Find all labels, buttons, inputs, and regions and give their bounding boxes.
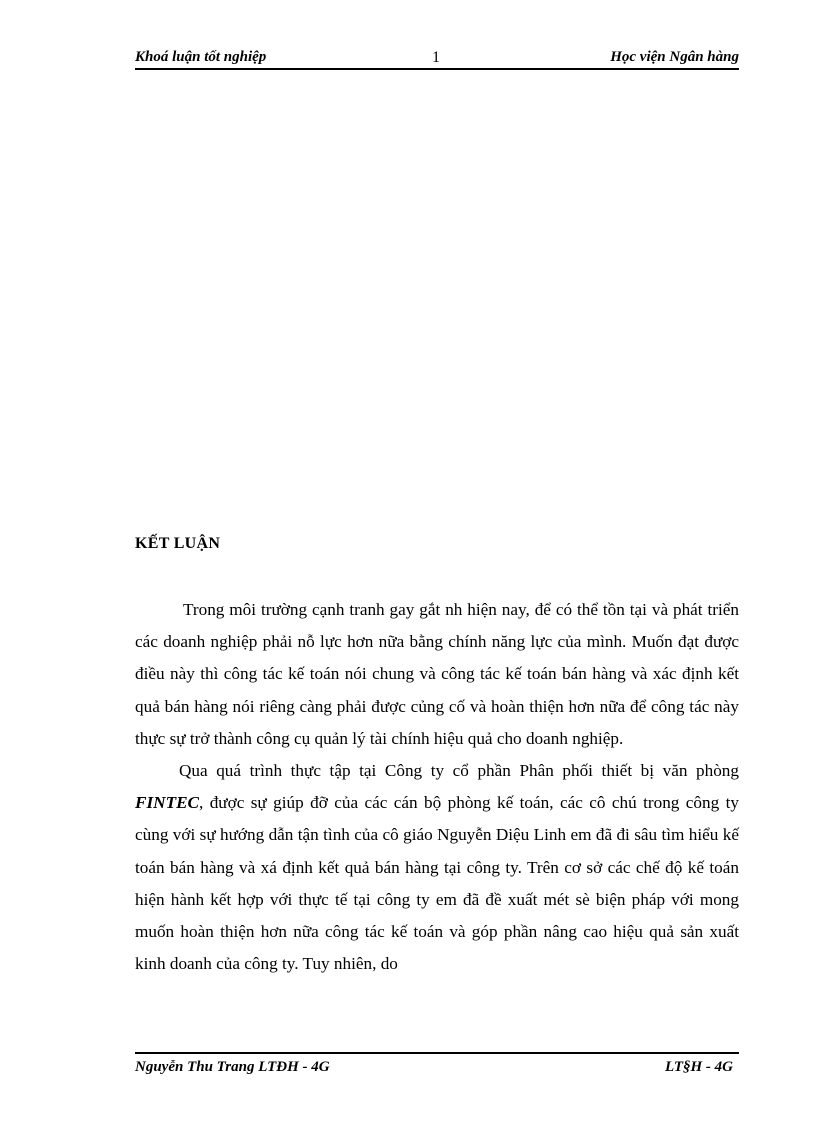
header-document-type: Khoá luận tốt nghiệp	[135, 49, 267, 65]
header-divider	[135, 68, 739, 70]
page-footer	[135, 1059, 739, 1079]
header-institution: Học viện Ngân hàng	[610, 49, 739, 65]
paragraph-2	[135, 755, 739, 980]
paragraph-2-intro: Qua quá trình thực tập tại Công ty cổ phần Phân phối thiết bị văn phòng	[179, 761, 739, 781]
company-name: FINTEC	[135, 793, 199, 813]
footer-author: Nguyễn Thu Trang LTĐH - 4G	[135, 1059, 330, 1075]
page-header	[135, 49, 739, 69]
section-heading: KẾT LUẬN	[135, 535, 221, 552]
paragraph-1: Trong môi trường cạnh tranh gay gắt nh hiện nay, để có thể tồn tại và phát triển các doanh nghiệp phải nỗ lực hơn nữa bằng chính năng lực của mình. Muốn đạt được điều này thì công tác kế toán nói chung và công tác kế toán bán hàng và xác định kết quả bán hàng nói riêng càng phải được củng cố và hoàn thiện hơn nữa để công tác này thực sự trở thành công cụ quản lý tài chính hiệu quả cho doanh nghiệp.	[135, 600, 739, 748]
footer-divider	[135, 1052, 739, 1054]
page-number: 1	[432, 49, 440, 66]
footer-class: LT§H - 4G	[664, 1059, 733, 1075]
paragraph-2-rest: , được sự giúp đỡ của các cán bộ phòng kế toán, các cô chú trong công ty cùng với sự hướng dẫn tận tình của cô giáo Nguyễn Diệu Linh em đã đi sâu tìm hiểu kế toán bán hàng và xá định kết quả bán hàng tại công ty. Trên cơ sở các chế độ kế toán hiện hành kết hợp với thực tế tại công ty em đã đề xuất mét sè biện pháp với mong muốn hoàn thiện hơn nữa công tác kế toán và góp phần nâng cao hiệu quả sản xuất kinh doanh của công ty. Tuy nhiên, do	[135, 793, 739, 974]
body-text	[135, 594, 739, 980]
